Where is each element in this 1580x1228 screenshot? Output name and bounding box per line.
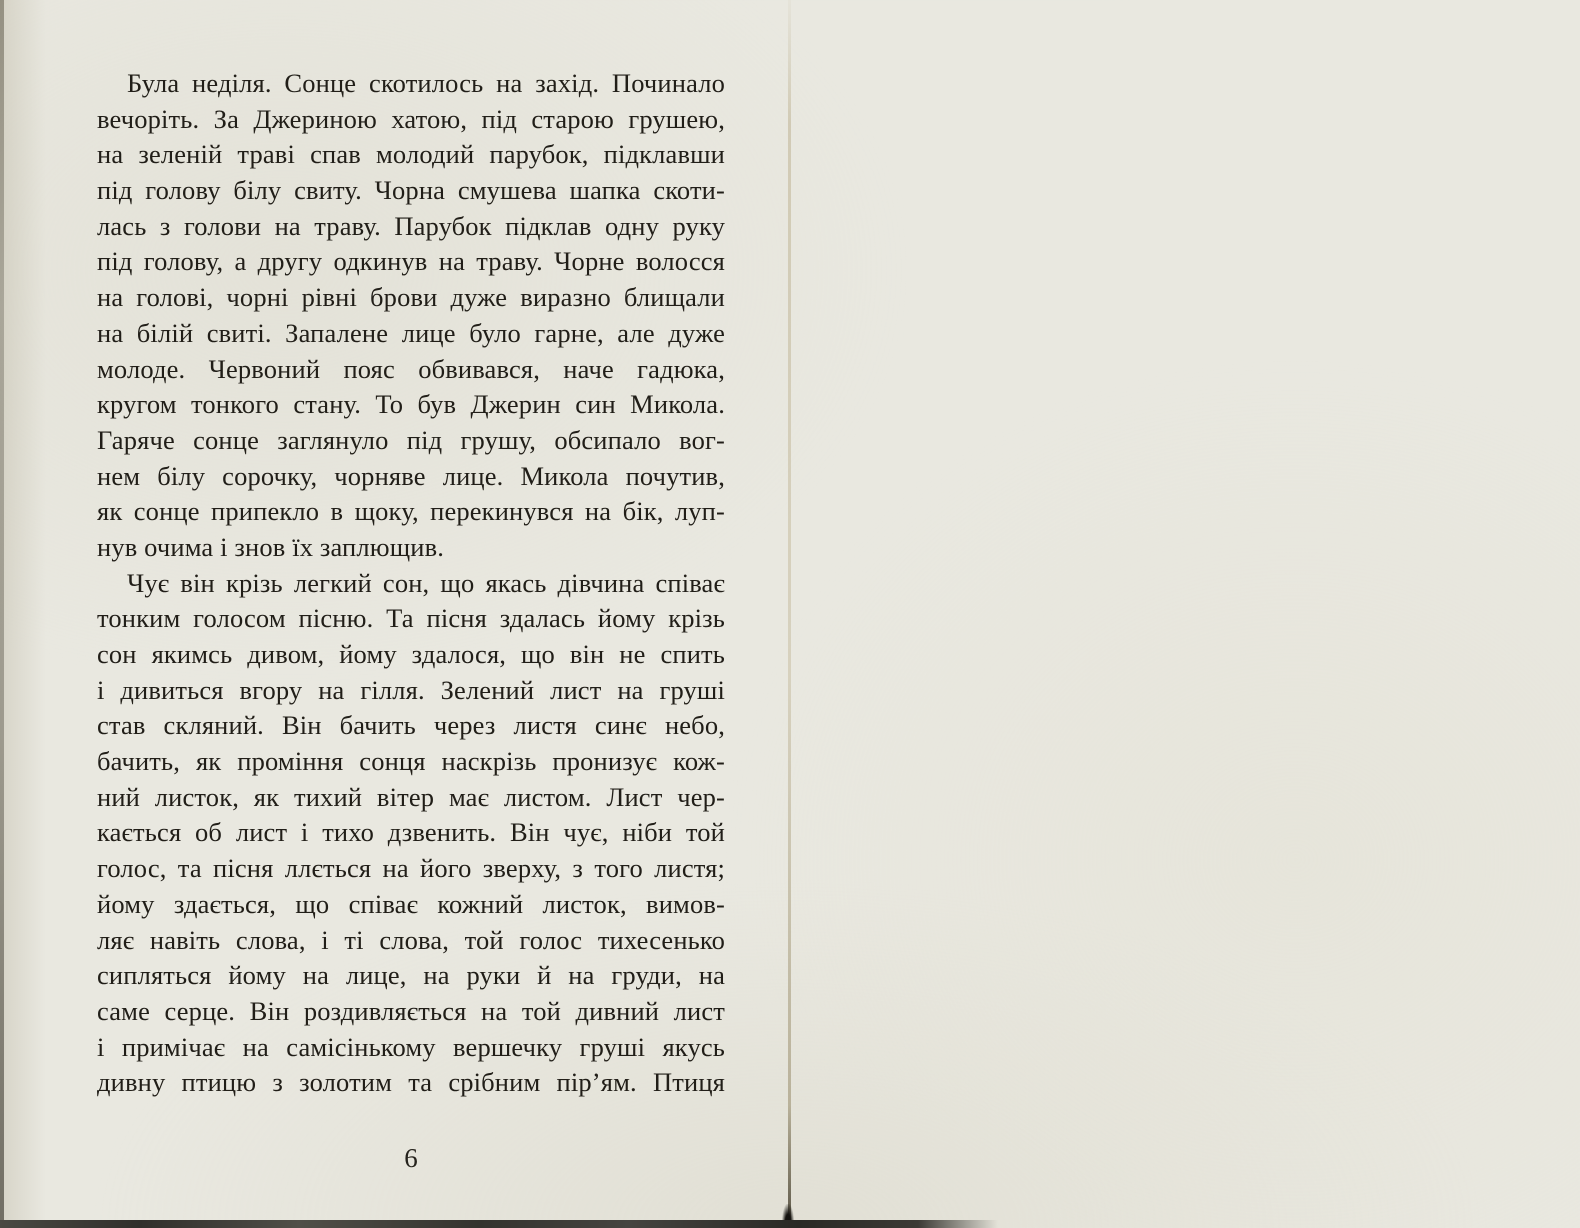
text-line: бачить, як проміння сонця наскрізь пронизує кож- <box>97 746 725 777</box>
text-line: на зеленій траві спав молодий парубок, підклавши <box>97 139 725 170</box>
text-line: кається об лист і тихо дзвенить. Він чує, ніби той <box>97 817 725 848</box>
page-gutter <box>788 0 791 1228</box>
text-line: як сонце припекло в щоку, перекинувся на бік, луп- <box>97 496 725 527</box>
text-line: Гаряче сонце заглянуло під грушу, обсипало вог- <box>97 424 725 455</box>
text-line: під голову, а другу одкинув на траву. Чорне волосся <box>97 246 725 277</box>
text-line: дивну птицю з золотим та срібним пір’ям. Птиця <box>97 1067 725 1098</box>
text-line: голос, та пісня ллється на його зверху, з того листя; <box>97 853 725 884</box>
text-line: йому здається, що співає кожний листок, вимов- <box>97 888 725 919</box>
text-line: саме серце. Він роздивляється на той дивний лист <box>97 995 725 1026</box>
scan-bottom-edge <box>0 1220 998 1228</box>
text-line: сипляться йому на лице, на руки й на груди, на <box>97 960 725 991</box>
text-line: Була неділя. Сонце скотилось на захід. Починало <box>127 68 725 98</box>
right-page <box>790 0 1580 1228</box>
text-line: став скляний. Він бачить через листя синє небо, <box>97 710 725 741</box>
text-line: молоде. Червоний пояс обвивався, наче гадюка, <box>97 353 725 384</box>
text-line: на білій свиті. Запалене лице було гарне, але дуже <box>97 317 725 348</box>
left-page-shading <box>0 0 46 1228</box>
text-line: і примічає на самісінькому вершечку груші якусь <box>97 1031 725 1062</box>
text-line: і дивиться вгору на гілля. Зелений лист на груші <box>97 674 725 705</box>
text-line: кругом тонкого стану. То був Джерин син Микола. <box>97 389 725 420</box>
text-line: сон якимсь дивом, йому здалося, що він не спить <box>97 639 725 669</box>
text-line: лась з голови на траву. Парубок підклав одну руку <box>97 210 725 241</box>
body-text <box>97 66 725 1101</box>
text-line: Чує він крізь легкий сон, що якась дівчина співає <box>127 567 725 598</box>
text-line: ляє навіть слова, і ті слова, той голос тихесенько <box>97 924 725 955</box>
scan-left-edge <box>0 0 4 1228</box>
text-line: на голові, чорні рівні брови дуже виразно блищали <box>97 282 725 313</box>
text-line: нем білу сорочку, чорняве лице. Микола почутив, <box>97 460 725 491</box>
page-number: 6 <box>404 1143 418 1173</box>
text-line: вечоріть. За Джериною хатою, під старою грушею, <box>97 103 725 134</box>
text-line: ний листок, як тихий вітер має листом. Лист чер- <box>97 781 725 812</box>
text-line: тонким голосом пісню. Та пісня здалась йому крізь <box>97 603 725 634</box>
text-line: під голову білу свиту. Чорна смушева шапка скоти- <box>97 175 725 206</box>
text-line: нув очима і знов їх заплющив. <box>97 531 445 562</box>
